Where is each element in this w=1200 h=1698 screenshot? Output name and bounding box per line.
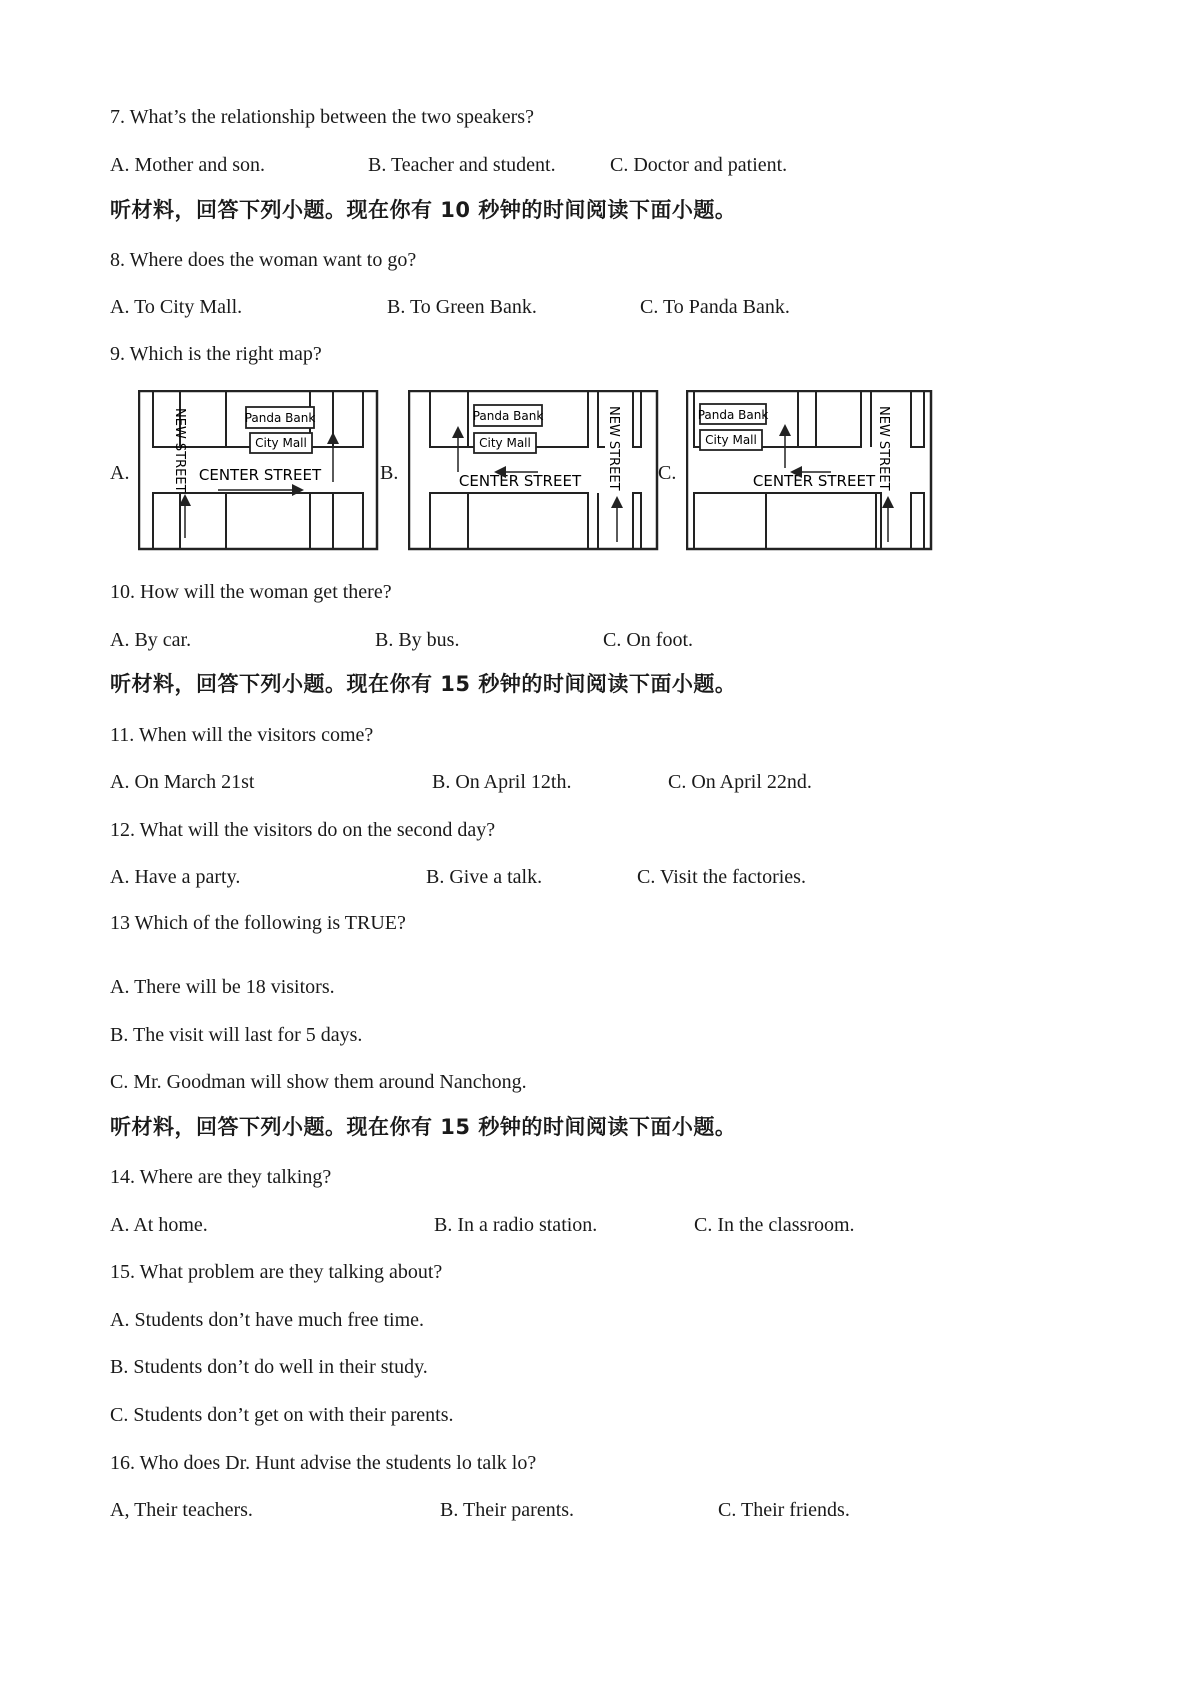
q16-question: 16. Who does Dr. Hunt advise the students lo talk lo? bbox=[110, 1452, 537, 1474]
q15-question: 15. What problem are they talking about? bbox=[110, 1261, 443, 1283]
map-b bbox=[408, 390, 660, 552]
q11-option-c: C. On April 22nd. bbox=[668, 771, 812, 793]
q15-option-b: B. Students don’t do well in their study. bbox=[110, 1356, 428, 1378]
map-b-label: B. bbox=[380, 462, 399, 484]
q15-option-a: A. Students don’t have much free time. bbox=[110, 1309, 425, 1331]
map-b-center-street: CENTER STREET bbox=[458, 472, 582, 490]
map-c-mall-label: City Mall bbox=[705, 433, 757, 447]
q12-option-c: C. Visit the factories. bbox=[637, 866, 806, 888]
map-a-bank-label: Panda Bank bbox=[244, 411, 316, 425]
q7-option-b: B. Teacher and student. bbox=[368, 154, 556, 176]
q13-option-c: C. Mr. Goodman will show them around Nanchong. bbox=[110, 1071, 527, 1093]
q16-option-b: B. Their parents. bbox=[440, 1499, 575, 1521]
q8-question: 8. Where does the woman want to go? bbox=[110, 249, 417, 271]
map-c-center-street: CENTER STREET bbox=[752, 472, 876, 490]
q10-option-c: C. On foot. bbox=[603, 629, 693, 651]
q12-option-a: A. Have a party. bbox=[110, 866, 241, 888]
q10-question: 10. How will the woman get there? bbox=[110, 581, 392, 603]
q13-option-a: A. There will be 18 visitors. bbox=[110, 976, 335, 998]
q10-option-a: A. By car. bbox=[110, 629, 192, 651]
map-a-mall-label: City Mall bbox=[255, 436, 307, 450]
map-a bbox=[138, 390, 380, 552]
q13-question: 13 Which of the following is TRUE? bbox=[110, 912, 406, 934]
section-heading-1: 听材料，回答下列小题。现在你有 10 秒钟的时间阅读下面小题。 bbox=[110, 198, 737, 222]
q14-option-b: B. In a radio station. bbox=[434, 1214, 598, 1236]
q12-option-b: B. Give a talk. bbox=[426, 866, 543, 888]
q11-option-b: B. On April 12th. bbox=[432, 771, 572, 793]
map-c bbox=[686, 390, 934, 552]
section-heading-2: 听材料，回答下列小题。现在你有 15 秒钟的时间阅读下面小题。 bbox=[110, 672, 737, 696]
q14-option-a: A. At home. bbox=[110, 1214, 208, 1236]
q11-question: 11. When will the visitors come? bbox=[110, 724, 374, 746]
map-c-label: C. bbox=[658, 462, 677, 484]
q7-option-c: C. Doctor and patient. bbox=[610, 154, 788, 176]
q14-option-c: C. In the classroom. bbox=[694, 1214, 855, 1236]
q7-question: 7. What’s the relationship between the two speakers? bbox=[110, 106, 534, 128]
q8-option-c: C. To Panda Bank. bbox=[640, 296, 790, 318]
q8-option-a: A. To City Mall. bbox=[110, 296, 243, 318]
map-b-new-street: NEW STREET bbox=[606, 406, 621, 491]
map-c-bank-label: Panda Bank bbox=[697, 408, 769, 422]
q16-option-a: A, Their teachers. bbox=[110, 1499, 253, 1521]
map-a-label: A. bbox=[110, 462, 130, 484]
map-b-bank-label: Panda Bank bbox=[472, 409, 544, 423]
q15-option-c: C. Students don’t get on with their parents. bbox=[110, 1404, 454, 1426]
q16-option-c: C. Their friends. bbox=[718, 1499, 850, 1521]
q11-option-a: A. On March 21st bbox=[110, 771, 255, 793]
map-a-center-street: CENTER STREET bbox=[198, 466, 322, 484]
q10-option-b: B. By bus. bbox=[375, 629, 460, 651]
q8-option-b: B. To Green Bank. bbox=[387, 296, 537, 318]
q12-question: 12. What will the visitors do on the second day? bbox=[110, 819, 496, 841]
q7-option-a: A. Mother and son. bbox=[110, 154, 265, 176]
map-b-mall-label: City Mall bbox=[479, 436, 531, 450]
q14-question: 14. Where are they talking? bbox=[110, 1166, 332, 1188]
map-c-new-street: NEW STREET bbox=[876, 406, 891, 491]
section-heading-3: 听材料，回答下列小题。现在你有 15 秒钟的时间阅读下面小题。 bbox=[110, 1115, 737, 1139]
map-a-new-street: NEW STREET bbox=[172, 408, 187, 493]
q13-option-b: B. The visit will last for 5 days. bbox=[110, 1024, 363, 1046]
q9-question: 9. Which is the right map? bbox=[110, 343, 322, 365]
